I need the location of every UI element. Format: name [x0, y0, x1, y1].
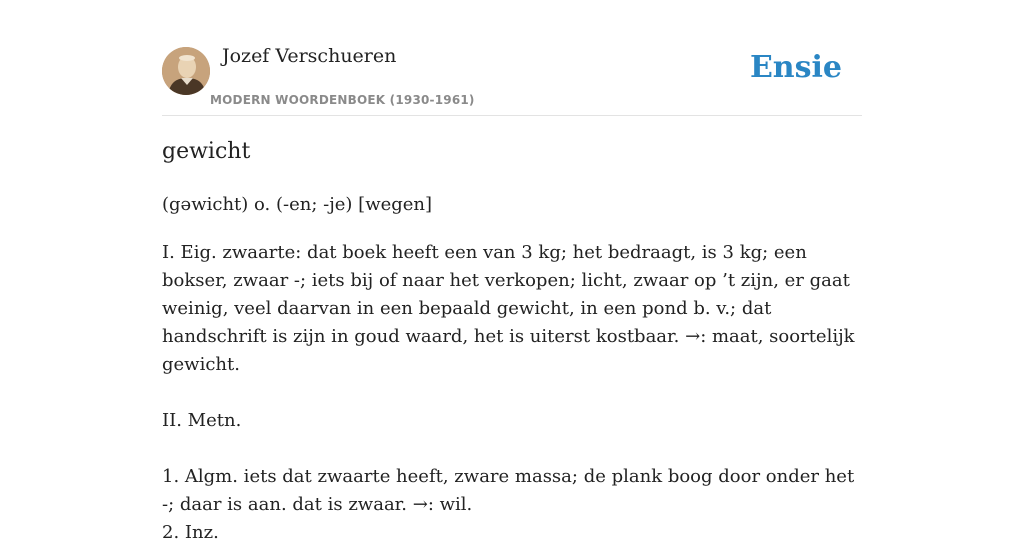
header [162, 0, 862, 116]
entry-pronunciation: (gəwicht) o. (-en; -je) [wegen] [162, 194, 433, 215]
source-label[interactable]: MODERN WOORDENBOEK (1930-1961) [210, 93, 475, 107]
paragraph-gap [162, 435, 862, 463]
definition-paragraph: 2. Inz. [162, 522, 219, 543]
entry-body [162, 239, 862, 547]
site-logo[interactable]: Ensie [749, 50, 842, 85]
definition-paragraph: II. Metn. [162, 410, 242, 431]
author-avatar[interactable] [162, 47, 210, 95]
entry-title: gewicht [162, 139, 251, 164]
definition-paragraph: 1. Algm. iets dat zwaarte heeft, zware massa; de plank boog door onder het -; daar is aan. dat is zwaar. →: wil. [162, 466, 855, 515]
paragraph-gap [162, 379, 862, 407]
page [162, 0, 862, 543]
definition-paragraph: I. Eig. zwaarte: dat boek heeft een van 3 kg; het bedraagt, is 3 kg; een bokser, zwaar -; iets bij of naar het verkopen; licht, zwaar op ’t zijn, er gaat weinig, veel daarvan in een bepaald gewicht, in een pond b. v.; dat handschrift is zijn in goud waard, het is uiterst kostbaar. →: maat, soortelijk gewicht. [162, 242, 855, 375]
author-name[interactable]: Jozef Verschueren [222, 45, 397, 67]
